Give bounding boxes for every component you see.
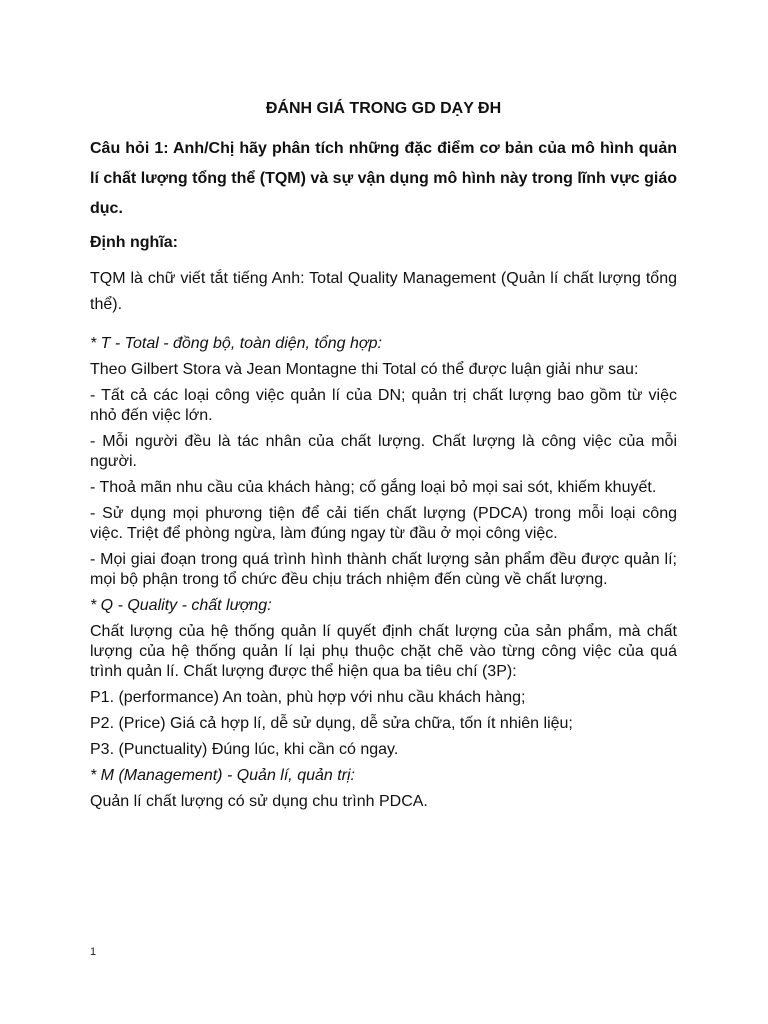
paragraph: Chất lượng của hệ thống quản lí quyết định chất lượng của sản phẩm, mà chất lượng của hệ thống quản lí lại phụ thuộc chặt chẽ vào từng công việc của quá trình quản lí. Chất lượng được thể hiện qua ba tiêu chí (3P):: [90, 623, 677, 680]
page-number: 1: [90, 946, 97, 958]
document-page: [90, 98, 677, 818]
document-title: ĐÁNH GIÁ TRONG GD DẠY ĐH: [265, 100, 502, 117]
section-heading-total: * T - Total - đồng bộ, toàn diện, tổng hợp:: [90, 335, 382, 352]
definition-paragraph: TQM là chữ viết tắt tiếng Anh: Total Quality Management (Quản lí chất lượng tổng thể).: [90, 270, 677, 313]
paragraph: Theo Gilbert Stora và Jean Montagne thi Total có thể được luận giải như sau:: [90, 361, 639, 378]
list-item: - Mọi giai đoạn trong quá trình hình thành chất lượng sản phẩm đều được quản lí; mọi bộ phận trong tổ chức đều chịu trách nhiệm đến cùng về chất lượng.: [90, 551, 677, 588]
list-item: P3. (Punctuality) Đúng lúc, khi cần có ngay.: [90, 741, 399, 758]
section-heading-management: * M (Management) - Quản lí, quản trị:: [90, 767, 355, 784]
question-text: Câu hỏi 1: Anh/Chị hãy phân tích những đặc điểm cơ bản của mô hình quản lí chất lượng tổng thể (TQM) và sự vận dụng mô hình này trong lĩnh vực giáo dục.: [90, 140, 677, 217]
list-item: - Tất cả các loại công việc quản lí của DN; quản trị chất lượng bao gồm từ việc nhỏ đến việc lớn.: [90, 387, 677, 424]
list-item: - Mỗi người đều là tác nhân của chất lượng. Chất lượng là công việc của mỗi người.: [90, 433, 677, 470]
list-item: P1. (performance) An toàn, phù hợp với nhu cầu khách hàng;: [90, 689, 526, 706]
list-item: - Sử dụng mọi phương tiện để cải tiến chất lượng (PDCA) trong mỗi loại công việc. Triệt để phòng ngừa, làm đúng ngay từ đầu ở mọi công việc.: [90, 505, 677, 542]
list-item: - Thoả mãn nhu cầu của khách hàng; cố gắng loại bỏ mọi sai sót, khiếm khuyết.: [90, 479, 657, 496]
section-heading-quality: * Q - Quality - chất lượng:: [90, 597, 272, 614]
list-item: P2. (Price) Giá cả hợp lí, dễ sử dụng, dễ sửa chữa, tốn ít nhiên liệu;: [90, 715, 573, 732]
definition-heading: Định nghĩa:: [90, 234, 178, 251]
paragraph: Quản lí chất lượng có sử dụng chu trình PDCA.: [90, 793, 428, 810]
